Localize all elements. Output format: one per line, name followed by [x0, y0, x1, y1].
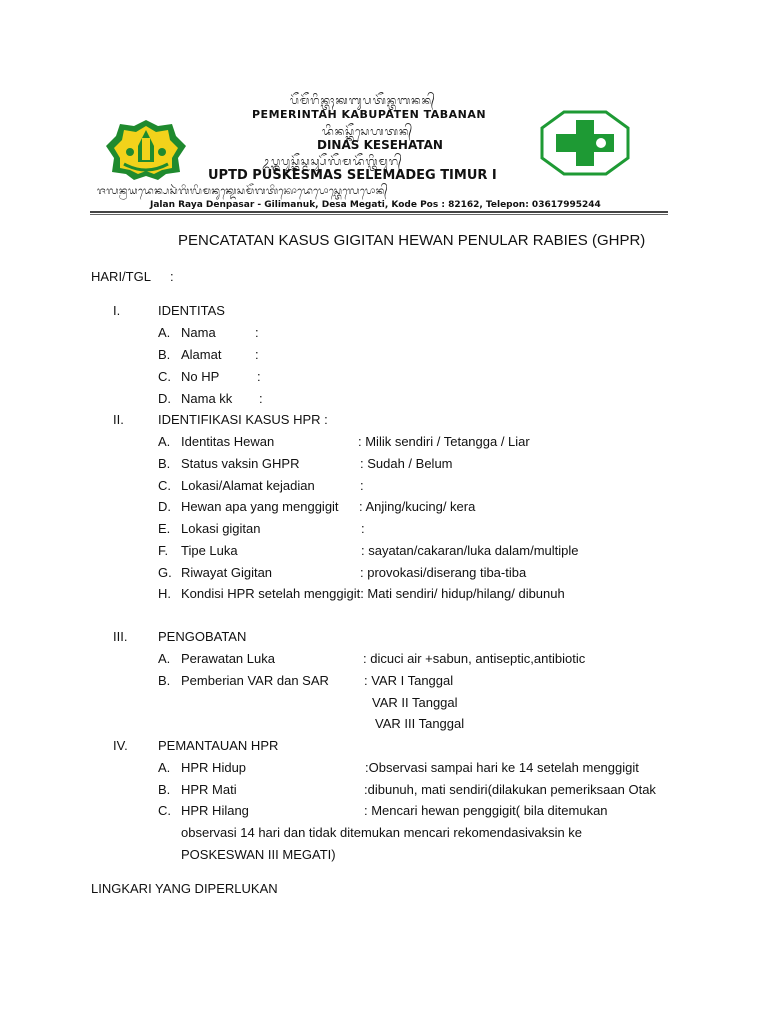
item-label: HPR Mati — [181, 782, 237, 797]
item-letter: B. — [158, 782, 171, 797]
item-label: Riwayat Gigitan — [181, 565, 273, 580]
section-heading: IDENTIFIKASI KASUS HPR : — [158, 412, 328, 427]
date-colon: : — [170, 269, 174, 284]
item-value: :dibunuh, mati sendiri(dilakukan pemeriksaan Otak — [364, 782, 656, 797]
item-letter: D. — [158, 391, 171, 406]
item-value: : dicuci air +sabun, antiseptic,antibiotic — [363, 651, 586, 666]
item-label: Hewan apa yang menggigit — [181, 499, 339, 514]
var-2-label: VAR II Tanggal — [372, 695, 458, 710]
section-number: I. — [113, 303, 121, 318]
item-value: : Milik sendiri / Tetangga / Liar — [358, 434, 530, 449]
item-label: Perawatan Luka — [181, 651, 275, 666]
footer-note: LINGKARI YANG DIPERLUKAN — [91, 881, 278, 896]
item-label: Lokasi/Alamat kejadian — [181, 478, 315, 493]
item-label: No HP — [181, 369, 220, 384]
item-letter: B. — [158, 347, 171, 362]
item-letter: B. — [158, 673, 171, 688]
item-letter: H. — [158, 586, 171, 601]
section-heading: PENGOBATAN — [158, 629, 247, 644]
item-continuation: POSKESWAN III MEGATI) — [181, 847, 336, 862]
item-letter: C. — [158, 369, 171, 384]
item-continuation: observasi 14 hari dan tidak ditemukan mencari rekomendasivaksin ke — [181, 825, 583, 840]
item-letter: A. — [158, 434, 171, 449]
item-letter: A. — [158, 651, 171, 666]
section-heading: PEMANTAUAN HPR — [158, 738, 279, 753]
item-value: :Observasi sampai hari ke 14 setelah menggigit — [365, 760, 639, 775]
item-letter: G. — [158, 565, 172, 580]
item-value: : — [259, 391, 263, 406]
letterhead-script-line-2: ᬤᬶᬦᬲ᭄ᬓᭂᬲᬾᬳᬢᬦ᭄ — [322, 125, 414, 138]
letterhead-rule-thin — [90, 214, 668, 215]
item-value: : — [255, 347, 259, 362]
item-letter: C. — [158, 478, 171, 493]
item-label: Kondisi HPR setelah menggigit: Mati sendiri/ hidup/hilang/ dibunuh — [181, 586, 565, 601]
item-letter: C. — [158, 803, 171, 818]
item-label: HPR Hilang — [181, 803, 249, 818]
letterhead-rule-thick — [90, 211, 668, 213]
item-label: Alamat — [181, 347, 222, 362]
letterhead-script-line-1: ᬧᭂᬫᭂᬭᬶᬦ᭄ᬢᬄᬓᬩᬸᬧᬢᭂᬦ᭄ᬢᬩᬦᬦ᭄ — [290, 94, 436, 107]
item-value: : — [361, 521, 365, 536]
item-value: : provokasi/diserang tiba-tiba — [360, 565, 527, 580]
item-value: : — [257, 369, 261, 384]
section-number: II. — [113, 412, 124, 427]
item-label: Identitas Hewan — [181, 434, 275, 449]
form-title: PENCATATAN KASUS GIGITAN HEWAN PENULAR RABIES (GHPR) — [178, 232, 646, 249]
section-number: IV. — [113, 738, 128, 753]
item-value: : sayatan/cakaran/luka dalam/multiple — [361, 543, 579, 558]
item-value: : VAR I Tanggal — [364, 673, 454, 688]
item-letter: D. — [158, 499, 171, 514]
letterhead-unit: UPTD PUSKESMAS SELEMADEG TIMUR I — [208, 168, 497, 183]
var-3-label: VAR III Tanggal — [375, 716, 465, 731]
letterhead-government: PEMERINTAH KABUPATEN TABANAN — [252, 108, 487, 121]
item-letter: A. — [158, 325, 171, 340]
item-value: : Sudah / Belum — [360, 456, 453, 471]
tabanan-emblem-icon — [104, 118, 188, 182]
section-number: III. — [113, 629, 128, 644]
item-value: : Mencari hewan penggigit( bila ditemukan — [364, 803, 608, 818]
item-value: : — [360, 478, 364, 493]
item-label: Tipe Luka — [181, 543, 238, 558]
letterhead-address: Jalan Raya Denpasar - Gilimanuk, Desa Megati, Kode Pos : 82162, Telepon: 03617995244 — [150, 200, 601, 210]
section-heading: IDENTITAS — [158, 303, 225, 318]
item-label: Lokasi gigitan — [181, 521, 261, 536]
item-label: Status vaksin GHPR — [181, 456, 300, 471]
item-value: : — [255, 325, 259, 340]
letterhead-script-line-3: ᬉᬧ᭄ᬢ᭄ᬤᬧᬸᬲ᭄ᬓᭂᬲ᭄ᬫᬲ᭄ᬲᭂᬮᭂᬫᬤᭂᬕ᭄ᬢᬶᬫᬸᬭ᭄ — [262, 155, 403, 168]
item-label: Nama — [181, 325, 216, 340]
date-label: HARI/TGL — [91, 269, 151, 284]
health-cross-icon — [540, 110, 630, 176]
item-letter: F. — [158, 543, 169, 558]
item-letter: A. — [158, 760, 171, 775]
item-letter: E. — [158, 521, 171, 536]
item-label: Pemberian VAR dan SAR — [181, 673, 329, 688]
letterhead-script-line-4: ᬚᬮᬦ᭄ᬭᬬᬤᬾᬦ᭄ᬧᬲᬃᬕᬶᬮᬶᬫᬦᬸᬓ᭄ᬤᬾᬲᬫᭂᬕᬢᬶᬓᭀᬤᬾᬧᭀᬲ᭄ᬢᬾᬮᬾᬧᭀᬦ᭄ — [97, 186, 389, 197]
item-label: HPR Hidup — [181, 760, 247, 775]
letterhead-department: DINAS KESEHATAN — [317, 138, 443, 152]
item-value: : Anjing/kucing/ kera — [359, 499, 476, 514]
item-label: Nama kk — [181, 391, 233, 406]
item-letter: B. — [158, 456, 171, 471]
